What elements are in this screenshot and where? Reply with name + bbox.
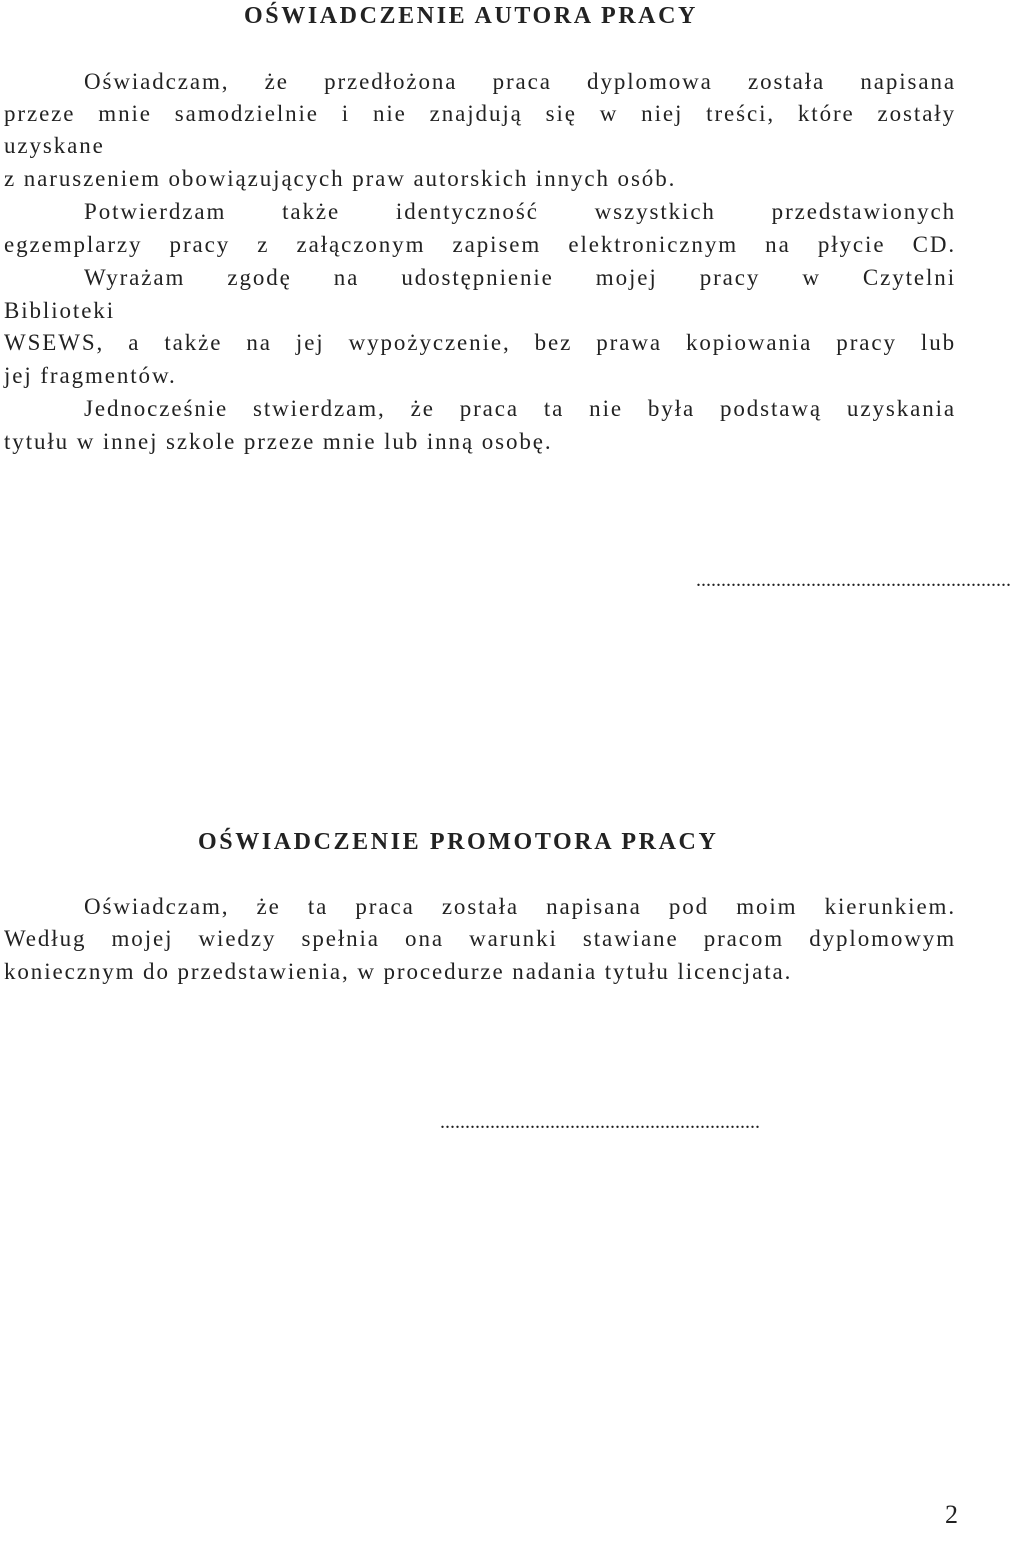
author-signature-line: ............................................................... xyxy=(696,569,1011,591)
author-line-10: jej fragmentów. xyxy=(4,363,177,388)
author-line-4: z naruszeniem obowiązujących praw autorskich innych osób. xyxy=(4,166,677,191)
supervisor-signature-line: ................................................................ xyxy=(440,1111,760,1133)
supervisor-statement-heading: OŚWIADCZENIE PROMOTORA PRACY xyxy=(198,829,719,855)
author-line-11: Jednocześnie stwierdzam, że praca ta nie była podstawą uzyskania xyxy=(84,396,956,421)
author-line-1: Oświadczam, że przedłożona praca dyplomowa została napisana xyxy=(84,69,956,94)
author-line-7: Wyrażam zgodę na udostępnienie mojej pracy w Czytelni xyxy=(84,265,956,290)
supervisor-line-1: Oświadczam, że ta praca została napisana pod moim kierunkiem. xyxy=(84,894,956,919)
author-statement-heading: OŚWIADCZENIE AUTORA PRACY xyxy=(244,3,698,29)
page-number: 2 xyxy=(945,1500,958,1529)
author-line-3: uzyskane xyxy=(4,133,105,158)
supervisor-line-3: koniecznym do przedstawienia, w procedurze nadania tytułu licencjata. xyxy=(4,959,793,984)
author-line-12: tytułu w innej szkole przeze mnie lub inną osobę. xyxy=(4,429,553,454)
author-line-9: WSEWS, a także na jej wypożyczenie, bez prawa kopiowania pracy lub xyxy=(4,330,956,355)
supervisor-line-2: Według mojej wiedzy spełnia ona warunki stawiane pracom dyplomowym xyxy=(4,926,956,951)
author-line-8: Biblioteki xyxy=(4,298,115,323)
author-line-6: egzemplarzy pracy z załączonym zapisem elektronicznym na płycie CD. xyxy=(4,232,956,257)
author-line-2: przeze mnie samodzielnie i nie znajdują się w niej treści, które zostały xyxy=(4,101,956,126)
author-line-5: Potwierdzam także identyczność wszystkich przedstawionych xyxy=(84,199,956,224)
